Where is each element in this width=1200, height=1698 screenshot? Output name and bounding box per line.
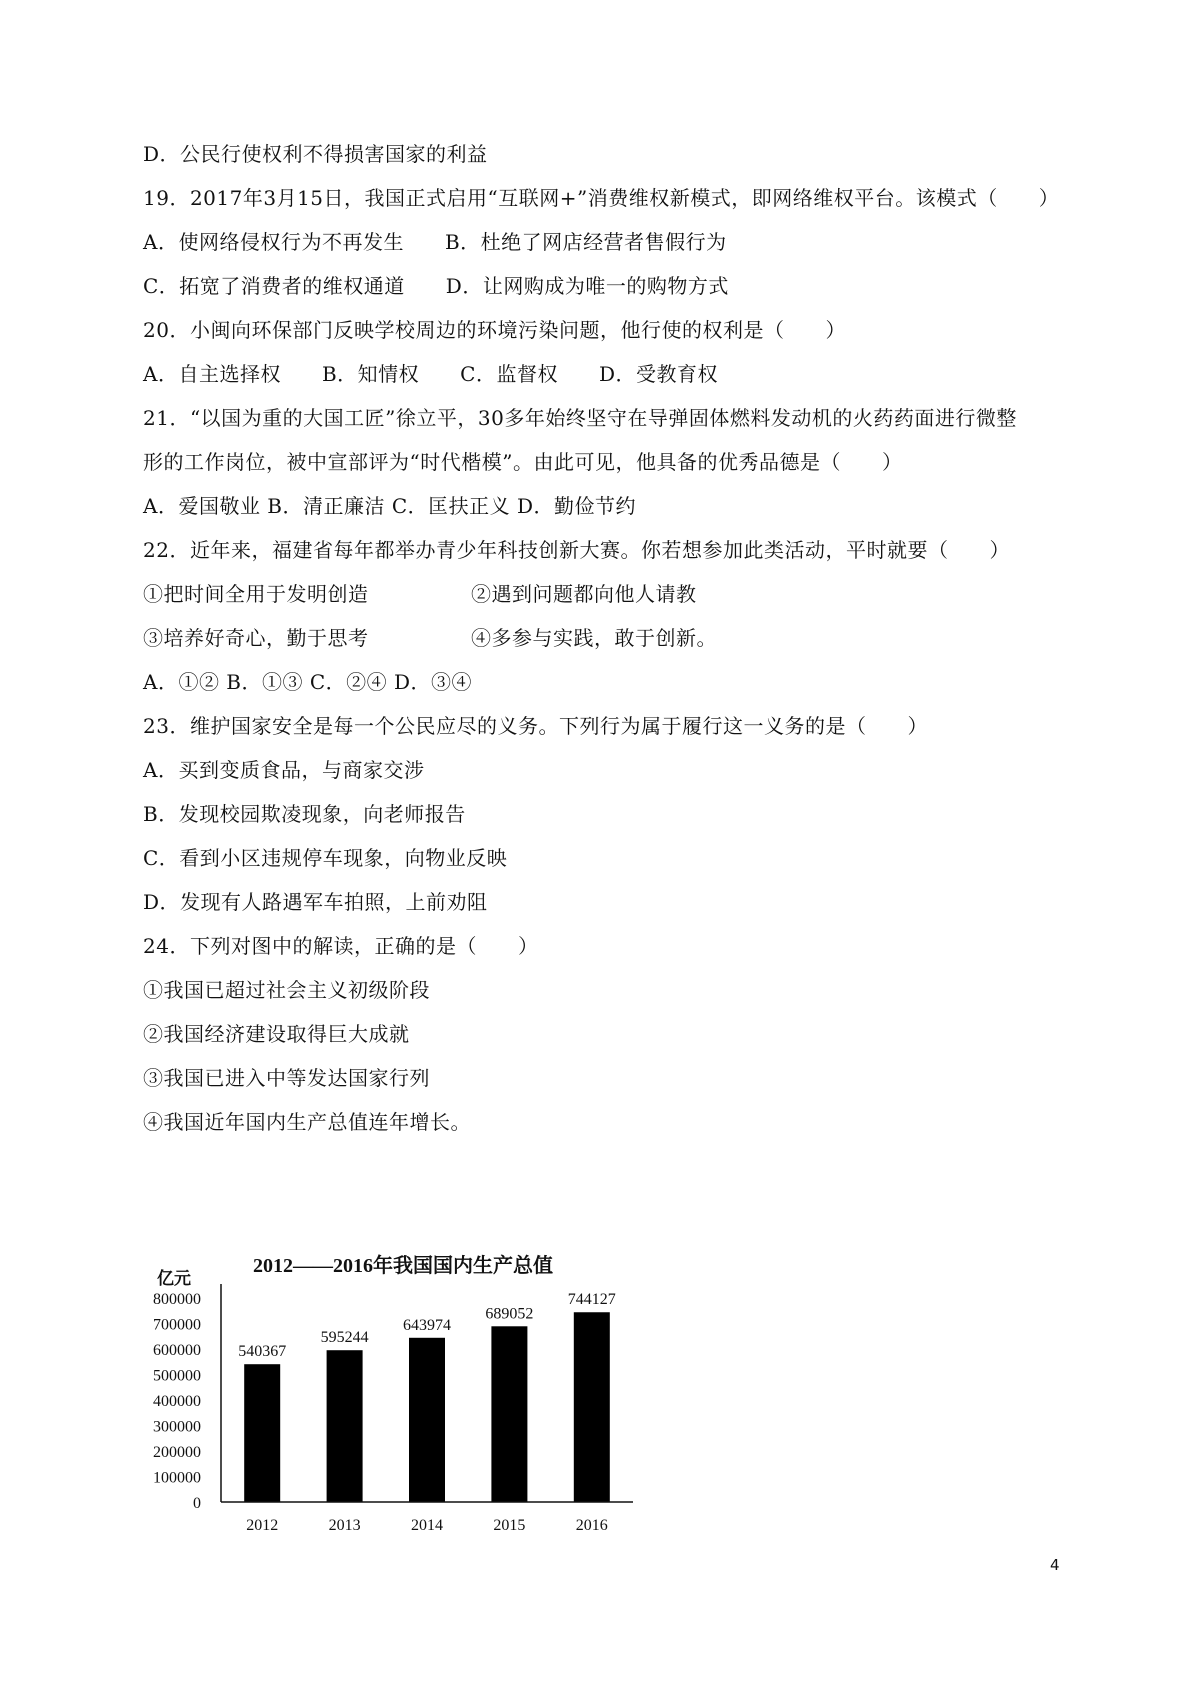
question-23: 23．维护国家安全是每一个公民应尽的义务。下列行为属于履行这一义务的是（ ）	[143, 714, 928, 738]
question-21: 21．“以国为重的大国工匠”徐立平，30多年始终坚守在导弹固体燃料发动机的火药药面进行微整	[143, 406, 1017, 430]
question-20: 20．小闽向环保部门反映学校周边的环境污染问题，他行使的权利是（ ）	[143, 318, 846, 342]
gdp-bar-chart	[143, 1248, 663, 1548]
bar-2012	[244, 1364, 280, 1502]
question-21-options: A．爱国敬业 B．清正廉洁 C．匡扶正义 D．勤俭节约	[143, 494, 637, 518]
question-19-options-ab: A．使网络侵权行为不再发生 B．杜绝了网店经营者售假行为	[143, 230, 727, 254]
y-tick-label: 800000	[153, 1291, 201, 1308]
question-23-option-d: D．发现有人路遇军车拍照，上前劝阻	[143, 890, 488, 914]
question-24-item-2: ②我国经济建设取得巨大成就	[143, 1022, 410, 1046]
question-23-option-b: B．发现校园欺凌现象，向老师报告	[143, 802, 466, 826]
question-19-options-cd: C．拓宽了消费者的维权通道 D．让网购成为唯一的购物方式	[143, 274, 729, 298]
value-label: 689052	[485, 1305, 534, 1323]
question-24: 24．下列对图中的解读，正确的是（ ）	[143, 934, 539, 958]
question-19: 19．2017年3月15日，我国正式启用“互联网+”消费维权新模式，即网络维权平台。该模式（ ）	[143, 186, 1060, 210]
y-tick-label: 0	[193, 1495, 201, 1512]
y-tick-label: 500000	[153, 1367, 201, 1385]
y-tick-label: 700000	[153, 1316, 201, 1334]
chart-title: 2012——2016年我国国内生产总值	[253, 1255, 553, 1277]
question-22: 22．近年来，福建省每年都举办青少年科技创新大赛。你若想参加此类活动，平时就要（ ）	[143, 538, 1010, 562]
y-tick-label: 600000	[153, 1342, 201, 1359]
question-23-option-c: C．看到小区违规停车现象，向物业反映	[143, 846, 508, 870]
page-number: 4	[1050, 1556, 1060, 1574]
x-tick-label: 2013	[328, 1517, 361, 1534]
text-line: D．公民行使权利不得损害国家的利益	[143, 142, 488, 166]
value-label: 540367	[238, 1343, 287, 1361]
bar-2014	[409, 1338, 445, 1502]
y-tick-label: 100000	[153, 1469, 201, 1487]
question-21-continued: 形的工作岗位，被中宣部评为“时代楷模”。由此可见，他具备的优秀品德是（ ）	[143, 450, 903, 474]
question-20-options: A．自主选择权 B．知情权 C．监督权 D．受教育权	[143, 362, 718, 386]
x-tick-label: 2014	[411, 1517, 443, 1534]
value-label: 595244	[320, 1329, 369, 1347]
y-tick-label: 300000	[153, 1418, 201, 1436]
bar-2016	[574, 1312, 610, 1502]
bar-2013	[327, 1350, 363, 1502]
question-22-items-34: ③培养好奇心，勤于思考 ④多参与实践，敢于创新。	[143, 626, 717, 650]
x-tick-label: 2015	[493, 1517, 526, 1534]
y-tick-label: 400000	[153, 1393, 201, 1410]
question-22-items-12: ①把时间全用于发明创造 ②遇到问题都向他人请教	[143, 582, 697, 606]
bar-2015	[491, 1326, 527, 1502]
x-tick-label: 2016	[575, 1517, 608, 1534]
question-23-option-a: A．买到变质食品，与商家交涉	[143, 758, 425, 782]
y-tick-label: 200000	[153, 1444, 201, 1461]
question-22-options: A．①② B．①③ C．②④ D．③④	[143, 670, 473, 694]
y-axis-label: 亿元	[157, 1269, 191, 1288]
x-tick-label: 2012	[246, 1517, 279, 1534]
question-24-item-4: ④我国近年国内生产总值连年增长。	[143, 1110, 471, 1134]
question-24-item-1: ①我国已超过社会主义初级阶段	[143, 978, 430, 1002]
value-label: 643974	[403, 1316, 451, 1334]
question-24-item-3: ③我国已进入中等发达国家行列	[143, 1066, 430, 1090]
value-label: 744127	[567, 1291, 616, 1309]
